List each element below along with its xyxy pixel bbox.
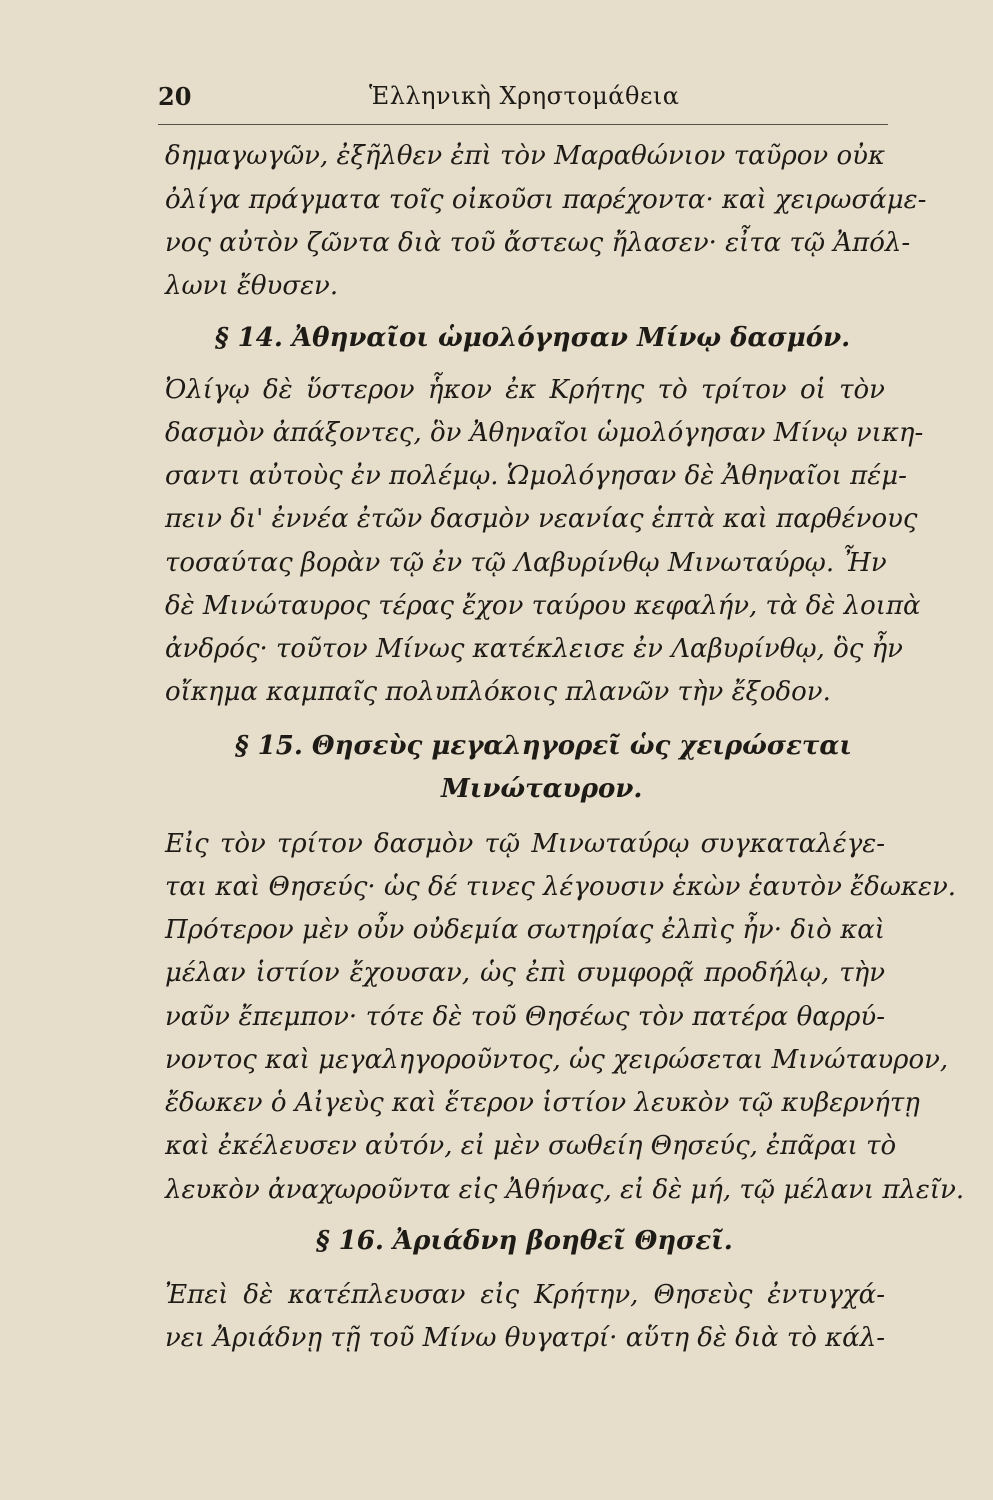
text-line: ται καὶ Θησεύς· ὡς δέ τινες λέγουσιν ἑκὼν ἑαυτὸν ἔδωκεν. — [165, 872, 957, 902]
text-line: ναῦν ἔπεμπον· τότε δὲ τοῦ Θησέως τὸν πατέρα θαρρύ- — [165, 1002, 885, 1032]
page-number: 20 — [158, 82, 192, 111]
text-line: νος αὐτὸν ζῶντα διὰ τοῦ ἄστεως ἤλασεν· εἶτα τῷ Ἀπόλ- — [165, 228, 911, 258]
text-line: νοντος καὶ μεγαληγοροῦντος, ὡς χειρώσεται Μινώταυρον, — [165, 1045, 949, 1075]
text-line: δασμὸν ἀπάξοντες, ὃν Ἀθηναῖοι ὡμολόγησαν Μίνῳ νικη- — [165, 418, 924, 448]
text-line: οἴκημα καμπαῖς πολυπλόκοις πλανῶν τὴν ἔξοδον. — [165, 677, 831, 707]
text-line: ὀλίγα πράγματα τοῖς οἰκοῦσι παρέχοντα· καὶ χειρωσάμε- — [165, 185, 927, 215]
section-heading-15-cont: Μινώταυρον. — [441, 774, 643, 804]
section-heading-14: § 14. Ἀθηναῖοι ὡμολόγησαν Μίνῳ δασμόν. — [215, 323, 851, 353]
text-line: τοσαύτας βορὰν τῷ ἐν τῷ Λαβυρίνθῳ Μινωταύρῳ. Ἦν — [165, 548, 887, 578]
text-line: Εἰς τὸν τρίτον δασμὸν τῷ Μινωταύρῳ συγκαταλέγε- — [165, 829, 885, 859]
section-heading-15: § 15. Θησεὺς μεγαληγορεῖ ὡς χειρώσεται — [235, 731, 852, 761]
text-line: Ἐπεὶ δὲ κατέπλευσαν εἰς Κρήτην, Θησεὺς ἐντυγχά- — [165, 1280, 885, 1310]
text-line: Ὀλίγῳ δὲ ὕστερον ἧκον ἐκ Κρήτης τὸ τρίτον οἱ τὸν — [165, 375, 885, 405]
text-line: μέλαν ἱστίον ἔχουσαν, ὡς ἐπὶ συμφορᾷ προδήλῳ, τὴν — [165, 958, 885, 988]
header-rule — [158, 124, 888, 125]
text-line: δὲ Μινώταυρος τέρας ἔχον ταύρου κεφαλήν, τὰ δὲ λοιπὰ — [165, 591, 921, 621]
section-heading-16: § 16. Ἀριάδνη βοηθεῖ Θησεῖ. — [316, 1226, 733, 1256]
text-line: λευκὸν ἀναχωροῦντα εἰς Ἀθήνας, εἰ δὲ μή, τῷ μέλανι πλεῖν. — [165, 1175, 965, 1205]
text-line: σαντι αὐτοὺς ἐν πολέμῳ. Ὡμολόγησαν δὲ Ἀθηναῖοι πέμ- — [165, 461, 907, 491]
text-line: Πρότερον μὲν οὖν οὐδεμία σωτηρίας ἐλπὶς ἦν· διὸ καὶ — [165, 915, 885, 945]
text-line: καὶ ἐκέλευσεν αὐτόν, εἰ μὲν σωθείη Θησεύς, ἐπᾶραι τὸ — [165, 1131, 897, 1161]
text-line: ἔδωκεν ὁ Αἰγεὺς καὶ ἕτερον ἱστίον λευκὸν τῷ κυβερνήτῃ — [165, 1088, 920, 1118]
text-line: δημαγωγῶν, ἐξῆλθεν ἐπὶ τὸν Μαραθώνιον ταῦρον οὐκ — [165, 141, 885, 171]
text-line: πειν δι' ἐννέα ἐτῶν δασμὸν νεανίας ἑπτὰ καὶ παρθένους — [165, 504, 918, 534]
text-line: νει Ἀριάδνῃ τῇ τοῦ Μίνω θυγατρί· αὕτη δὲ διὰ τὸ κάλ- — [165, 1323, 886, 1353]
text-line: λωνι ἔθυσεν. — [165, 271, 339, 301]
text-line: ἀνδρός· τοῦτον Μίνως κατέκλεισε ἐν Λαβυρίνθῳ, ὃς ἦν — [165, 634, 903, 664]
running-title: Ἑλληνικὴ Χρηστομάθεια — [369, 82, 680, 110]
